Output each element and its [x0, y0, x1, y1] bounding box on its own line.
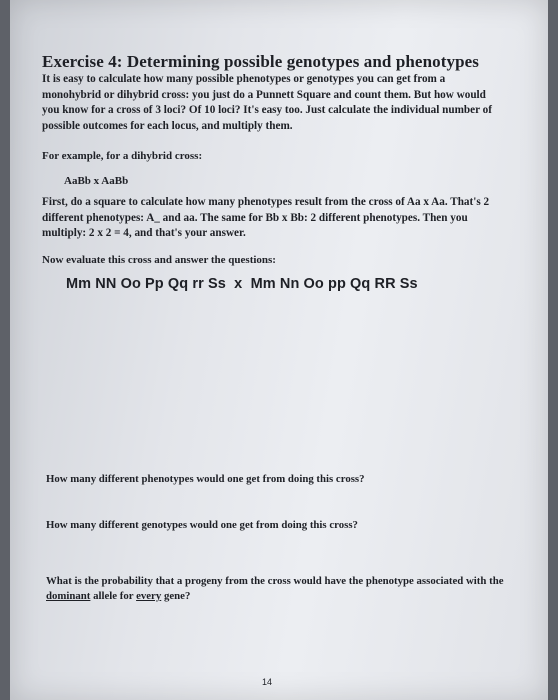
main-cross: Mm NN Oo Pp Qq rr Ss x Mm Nn Oo pp Qq RR Ss [66, 276, 418, 292]
question-probability [46, 574, 506, 603]
question3-text-c: gene? [161, 589, 191, 602]
exercise-title: Exercise 4: Determining possible genotypes and phenotypes [42, 52, 480, 71]
every-word: every [136, 589, 162, 602]
instruction-text: Now evaluate this cross and answer the questions: [42, 254, 276, 266]
question3-text-a: What is the probability that a progeny from the cross would have the phenotype associated with the [46, 575, 504, 587]
page-number: 14 [262, 677, 273, 687]
example-cross: AaBb x AaBb [64, 175, 129, 187]
intro-paragraph: It is easy to calculate how many possible phenotypes or genotypes you can get from a monohybrid or dihybrid cross: you just do a Punnett Square and count them. But how would you know for a cross of 3 loci? Of 10 loci? It's easy too. Just calculate the individual number of possible outcomes for each locus, and multiply them. [42, 73, 492, 132]
dominant-word: dominant [46, 589, 91, 602]
question-genotypes: How many different genotypes would one get from doing this cross? [46, 519, 358, 531]
example-label: For example, for a dihybrid cross: [42, 150, 203, 162]
question3-text-b: allele for [90, 589, 137, 602]
question-phenotypes: How many different phenotypes would one get from doing this cross? [46, 473, 365, 485]
worksheet-page [10, 0, 548, 700]
explanation-paragraph: First, do a square to calculate how many phenotypes result from the cross of Aa x Aa. That's 2 different phenotypes: A_ and aa. The same for Bb x Bb: 2 different phenotypes. Then you multiply: 2 x 2 = 4, and that's your answer. [42, 196, 490, 239]
